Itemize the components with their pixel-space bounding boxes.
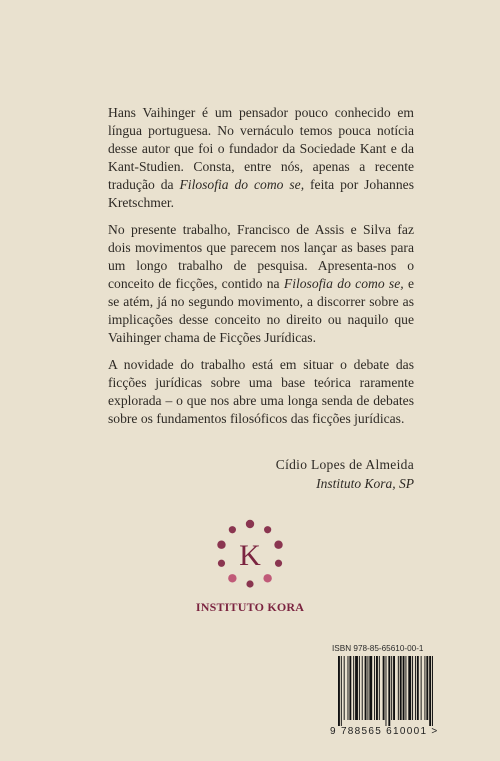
barcode-bar	[403, 656, 405, 720]
barcode-bar	[367, 656, 368, 720]
barcode-bar	[348, 656, 349, 720]
paragraph-2-italic: Filosofia do como se,	[283, 276, 404, 291]
paragraph-3	[108, 356, 414, 428]
barcode-bar	[429, 656, 431, 726]
logo-dot	[228, 574, 236, 582]
barcode-bar	[344, 656, 345, 720]
logo-dot	[217, 541, 225, 549]
logo-dot	[274, 541, 282, 549]
paragraph-3-text: A novidade do trabalho está em situar o debate das ficções jurídicas sobre uma base teórica raramente explorada – o que nos abre uma longa senda de debates sobre os fundamentos filosóficos das ficções jurídicas.	[108, 357, 414, 426]
barcode-bar	[341, 656, 342, 726]
logo-dot	[264, 526, 271, 533]
barcode-bar	[374, 656, 375, 720]
logo-dot	[218, 560, 225, 567]
barcode-bar	[353, 656, 354, 720]
isbn-label: ISBN 978-85-65610-00-1	[332, 644, 424, 653]
barcode-bar	[383, 656, 385, 720]
paragraph-2-text-after: e se atém, já no segundo movimento, a discorrer sobre as implicações desse conceito no direito ou naquilo que Vaihinger chama de Ficções Jurídicas.	[108, 276, 414, 345]
barcode-bar	[391, 656, 392, 720]
logo-dot	[246, 520, 254, 528]
attribution	[276, 455, 414, 493]
instituto-kora-logo	[208, 512, 292, 596]
barcode-bar	[362, 656, 363, 720]
barcode-bar	[412, 656, 413, 720]
back-cover-text	[108, 104, 414, 437]
barcode-bar	[379, 656, 380, 720]
barcode-bar	[426, 656, 428, 720]
barcode-bar	[338, 656, 340, 726]
barcode-bar	[386, 656, 387, 726]
paragraph-1-text: Hans Vaihinger é um pensador pouco conhecido em língua portuguesa. No vernáculo temos pouca notícia desse autor que foi o fundador da Sociedade Kant e da Kant-Studien. Consta, entre nós, apenas a recente tradução da	[108, 105, 414, 192]
paragraph-1	[108, 104, 414, 212]
barcode-bar	[417, 656, 419, 720]
logo-letter: K	[239, 539, 261, 572]
barcode-bar	[359, 656, 360, 720]
barcode-bar	[398, 656, 399, 720]
barcode-bar	[376, 656, 378, 720]
logo-name: INSTITUTO KORA	[195, 600, 305, 614]
barcode-bar	[424, 656, 425, 720]
paragraph-2	[108, 221, 414, 347]
paragraph-1-text-after: feita por Johannes Kretschmer.	[108, 177, 414, 210]
barcode-area	[330, 644, 466, 740]
paragraph-1-italic: Filosofia do como se,	[179, 177, 305, 192]
author-affiliation: Instituto Kora, SP	[316, 476, 414, 491]
barcode-digits: 9 788565 610001 >	[330, 726, 439, 737]
barcode-bar	[388, 656, 390, 726]
barcode-bar	[408, 656, 411, 720]
barcode-bar	[369, 656, 372, 720]
barcode-bar	[355, 656, 358, 720]
barcode-bar	[432, 656, 433, 726]
barcode-bar	[400, 656, 402, 720]
barcode-bar	[405, 656, 406, 720]
logo-dot	[263, 574, 271, 582]
barcode-bar	[421, 656, 422, 720]
barcode-bars	[334, 656, 462, 726]
paragraph-2-text: No presente trabalho, Francisco de Assis e Silva faz dois movimentos que parecem nos lançar as bases para um longo trabalho de pesquisa. Apresenta-nos o conceito de ficções, contido na	[108, 222, 414, 291]
logo-dot	[246, 580, 253, 587]
barcode-bar	[415, 656, 416, 720]
logo-dot	[229, 526, 236, 533]
logo-dot	[275, 560, 282, 567]
barcode-bar	[393, 656, 395, 720]
barcode-bar	[349, 656, 351, 720]
author-name: Cídio Lopes de Almeida	[275, 457, 414, 472]
barcode-bar	[365, 656, 367, 720]
